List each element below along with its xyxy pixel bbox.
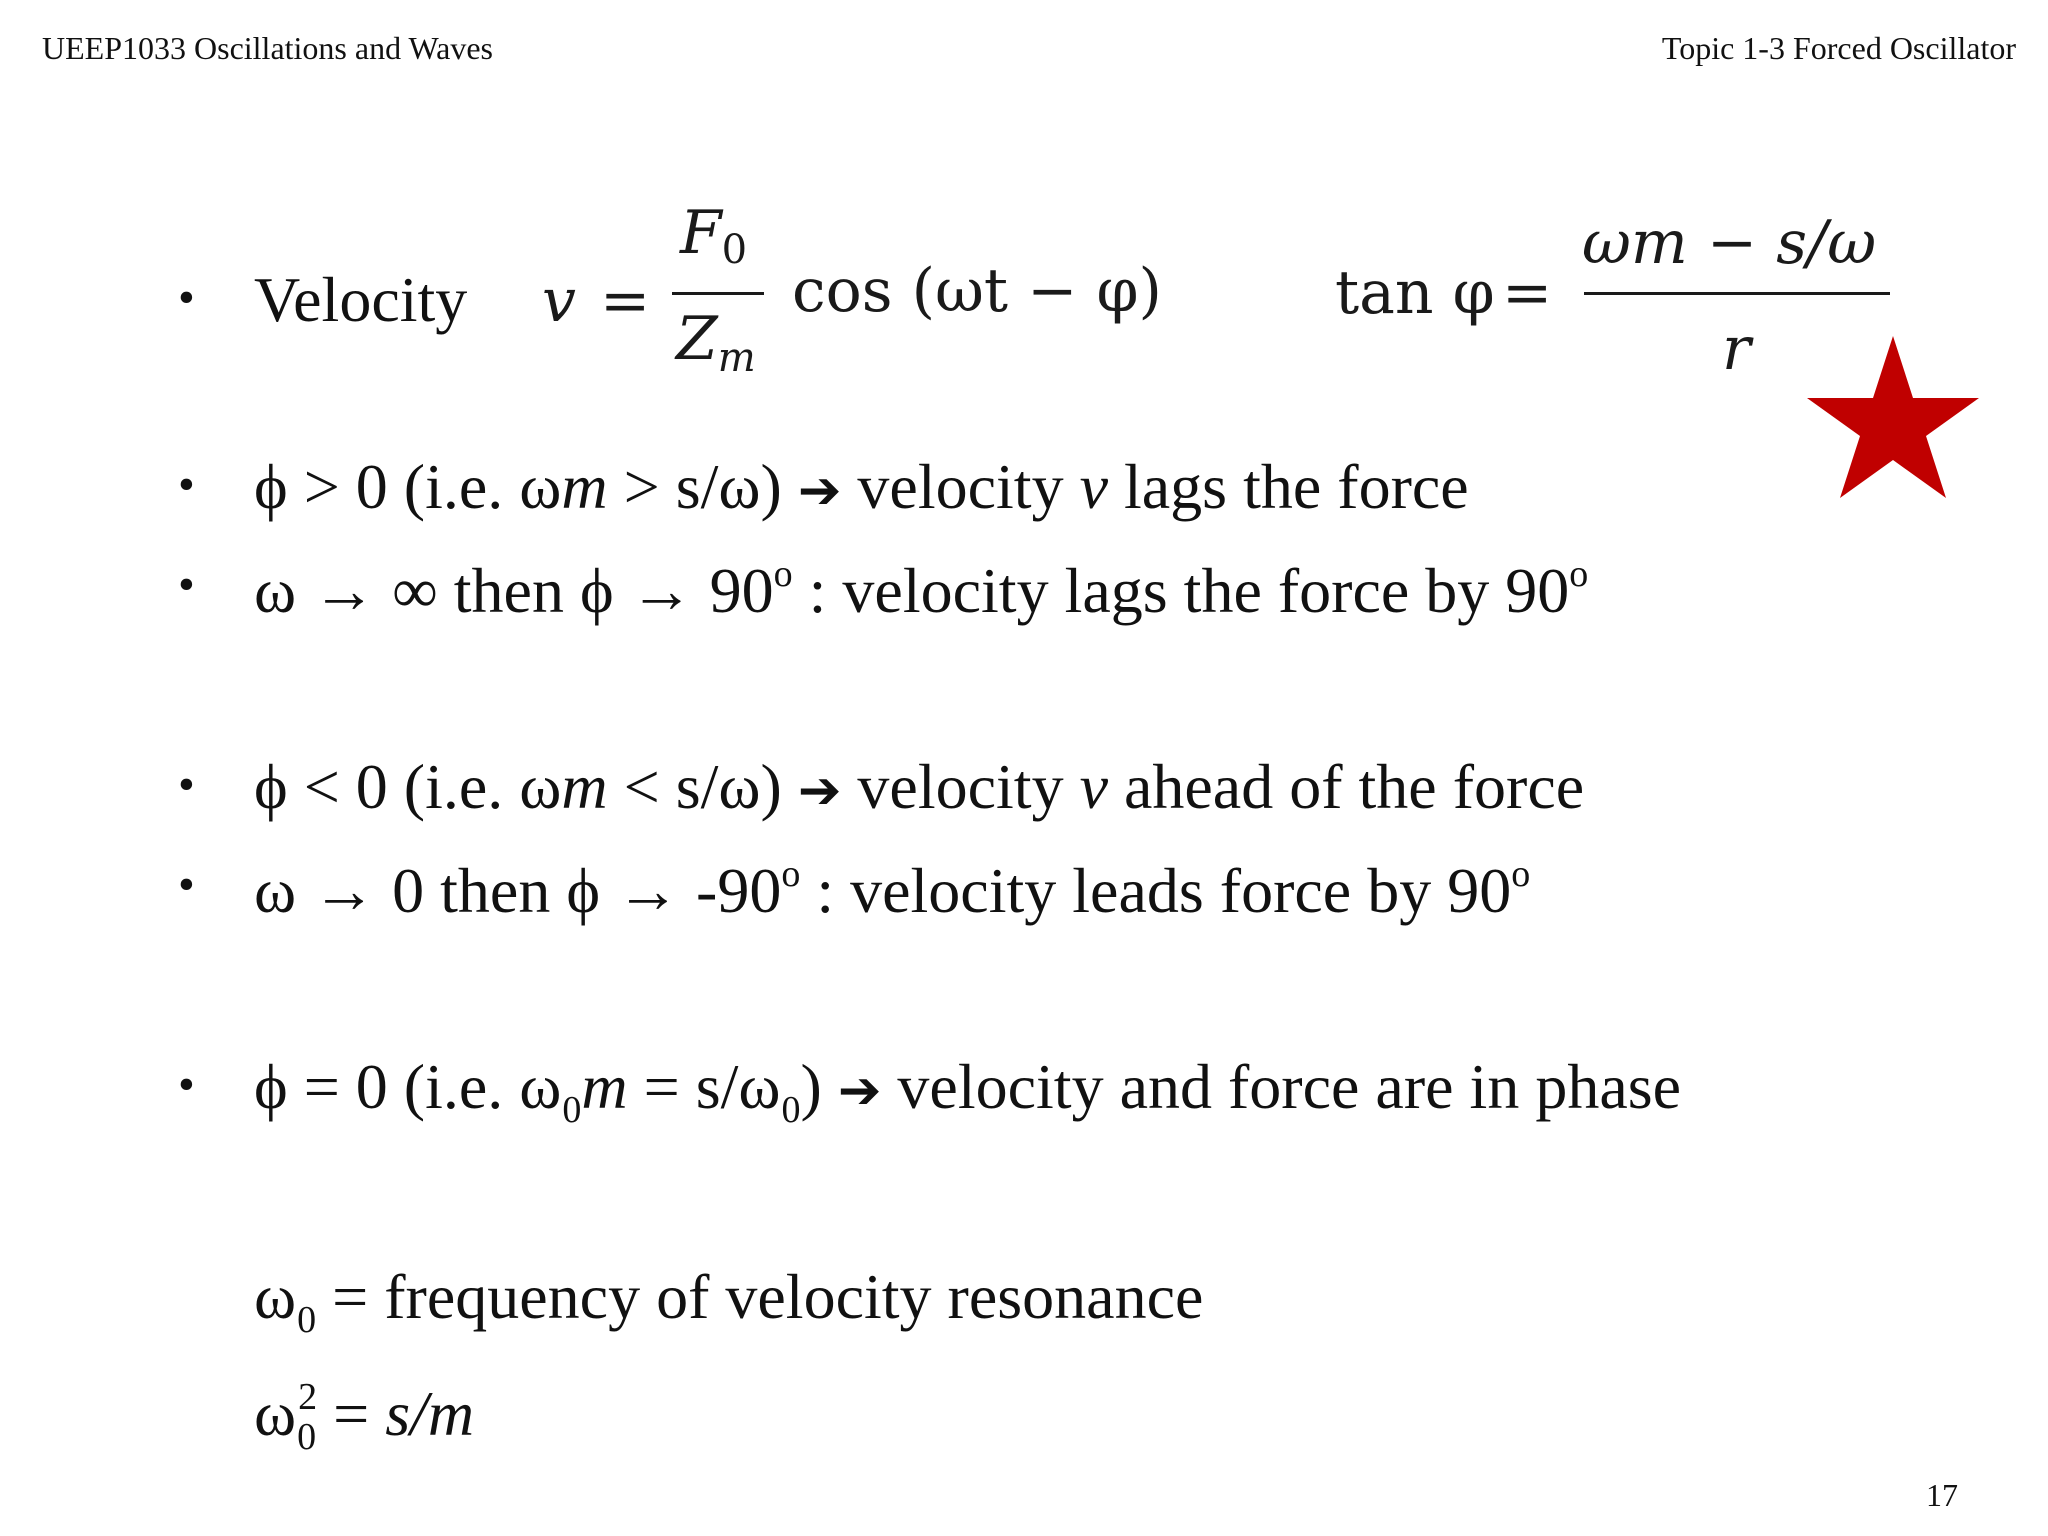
eq-fraction-bar (672, 292, 764, 295)
header-topic: Topic 1-3 Forced Oscillator (1661, 30, 2016, 66)
bullet-dot: • (178, 458, 195, 511)
resonance-definition: $\omega_0$ = frequency of velocity resonance (254, 1261, 1204, 1341)
arrow-icon: ➔ (837, 1061, 882, 1121)
arrow-icon: ➔ (797, 461, 842, 521)
bullet-dot: • (178, 271, 195, 324)
eq-tan-fraction-bar (1584, 292, 1890, 295)
eq-numerator: ωm − s/ω (1582, 208, 1877, 278)
eq-cos: cos (ωt − φ) (792, 256, 1162, 326)
eq-F0: F0 (680, 198, 748, 273)
eq-equals: = (600, 266, 651, 336)
eq-Zm: $Z_m$ (676, 304, 756, 381)
header-course: UEEP1033 Oscillations and Waves (42, 30, 493, 66)
arrow-icon: ➔ (797, 761, 842, 821)
eq-tan: tan φ (1335, 258, 1495, 328)
phi-symbol: ϕ (254, 751, 288, 822)
phi-symbol: ϕ (254, 451, 288, 522)
bullet-dot: • (178, 858, 195, 911)
bullet-dot: • (178, 758, 195, 811)
eq-v: v (542, 266, 576, 336)
eq-denominator: r (1722, 314, 1751, 384)
bullet-dot: • (178, 1058, 195, 1111)
star-icon (1805, 332, 1981, 502)
velocity-label: Velocity (254, 264, 468, 335)
page-number: 17 (1926, 1477, 1958, 1513)
resonance-formula: $\omega_0^2 = s/m$ (254, 1376, 475, 1458)
eq-tan-equals: = (1502, 258, 1553, 328)
bullet-dot: • (178, 558, 195, 611)
